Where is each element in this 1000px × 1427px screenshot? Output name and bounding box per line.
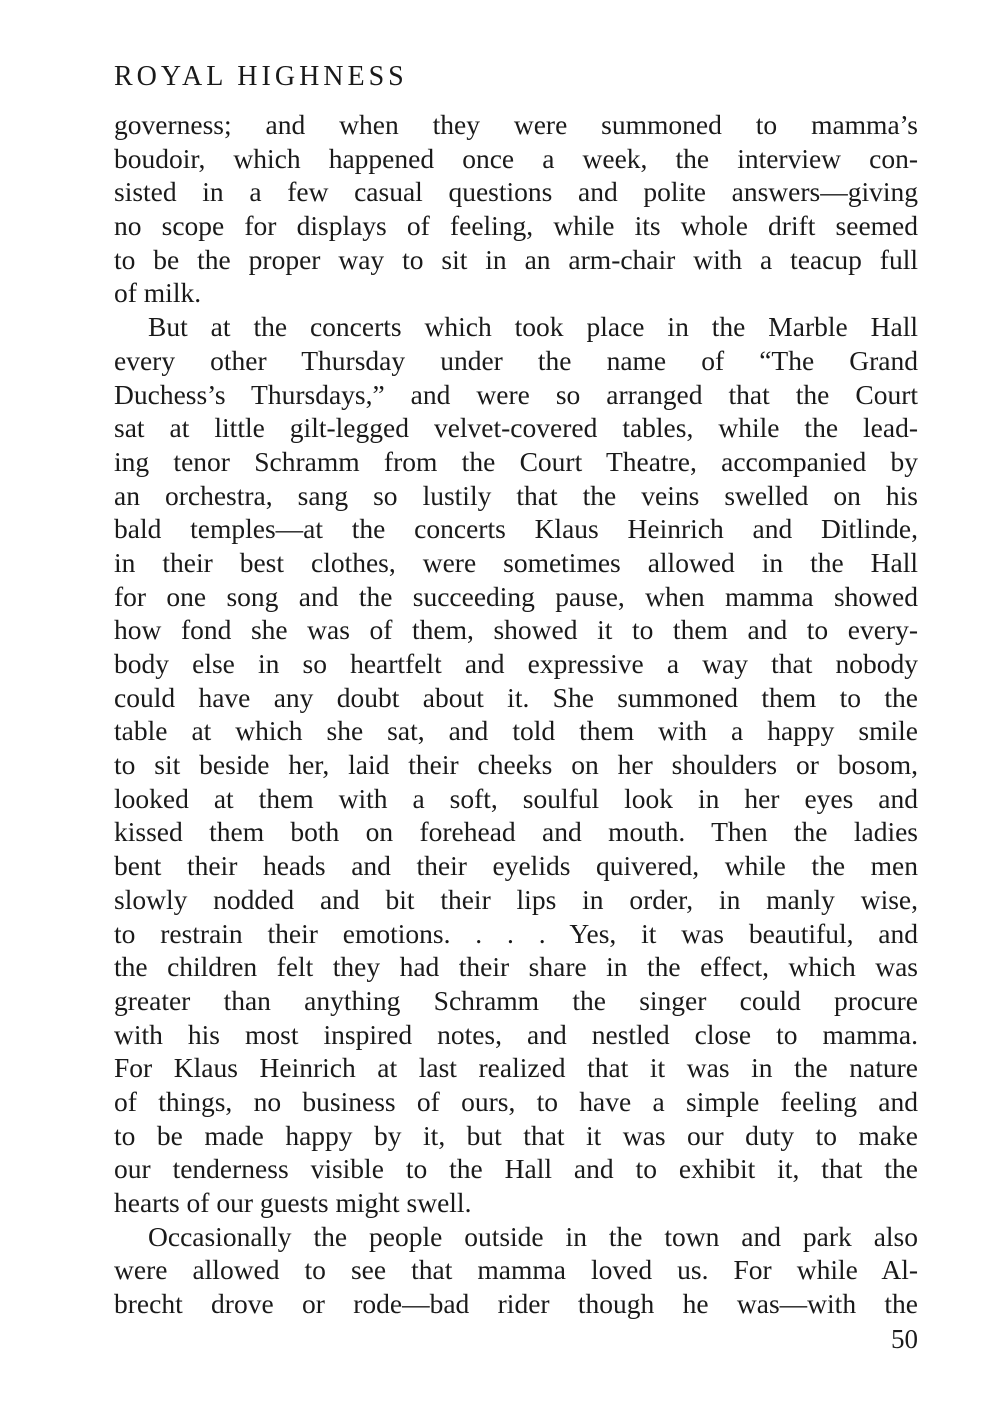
text-line: ing tenor Schramm from the Court Theatre, accompanied by: [114, 445, 918, 477]
text-line: slowly nodded and bit their lips in order, in manly wise,: [114, 883, 918, 915]
text-line: greater than anything Schramm the singer could procure: [114, 984, 918, 1016]
text-line: Duchess’s Thursdays,” and were so arranged that the Court: [114, 378, 918, 410]
text-line: in their best clothes, were sometimes allowed in the Hall: [114, 546, 918, 578]
text-line: could have any doubt about it. She summoned them to the: [114, 681, 918, 713]
text-line: boudoir, which happened once a week, the interview con-: [114, 142, 918, 174]
text-line: an orchestra, sang so lustily that the veins swelled on his: [114, 479, 918, 511]
text-line: for one song and the succeeding pause, when mamma showed: [114, 580, 918, 612]
text-line: table at which she sat, and told them with a happy smile: [114, 715, 918, 747]
text-line: to be made happy by it, but that it was our duty to make: [114, 1119, 918, 1151]
text-line: hearts of our guests might swell.: [114, 1187, 472, 1218]
text-line: were allowed to see that mamma loved us. For while Al-: [114, 1254, 918, 1286]
page-number: 50: [891, 1324, 918, 1354]
text-line: no scope for displays of feeling, while its whole drift seemed: [114, 210, 918, 242]
text-line: every other Thursday under the name of “The Grand: [114, 344, 918, 376]
paragraph-1: [114, 108, 918, 310]
text-line: For Klaus Heinrich at last realized that it was in the nature: [114, 1052, 918, 1084]
text-line: But at the concerts which took place in the Marble Hall: [148, 311, 918, 343]
running-head: ROYAL HIGHNESS: [114, 61, 408, 92]
text-line: brecht drove or rode—bad rider though he was—with the: [114, 1288, 918, 1320]
book-page: [114, 58, 918, 1321]
text-line: bent their heads and their eyelids quivered, while the men: [114, 850, 918, 882]
text-line: looked at them with a soft, soulful look in her eyes and: [114, 782, 918, 814]
text-line: to sit beside her, laid their cheeks on her shoulders or bosom,: [114, 749, 918, 781]
text-line: Occasionally the people outside in the town and park also: [148, 1220, 918, 1252]
text-line: of milk.: [114, 277, 202, 309]
paragraph-3: [114, 1220, 918, 1321]
text-line: with his most inspired notes, and nestled close to mamma.: [114, 1018, 918, 1050]
text-line: kissed them both on forehead and mouth. Then the ladies: [114, 816, 918, 848]
text-line: governess; and when they were summoned to mamma’s: [114, 109, 918, 140]
text-line: the children felt they had their share in the effect, which was: [114, 951, 918, 983]
text-line: of things, no business of ours, to have a simple feeling and: [114, 1085, 918, 1117]
text-line: how fond she was of them, showed it to them and to every-: [114, 614, 918, 646]
text-line: sisted in a few casual questions and polite answers—giving: [114, 176, 918, 208]
paragraph-2: [114, 310, 918, 1220]
text-line: to restrain their emotions. . . . Yes, it was beautiful, and: [114, 917, 918, 949]
text-line: to be the proper way to sit in an arm-chair with a teacup full: [114, 243, 918, 275]
text-line: bald temples—at the concerts Klaus Heinrich and Ditlinde,: [114, 513, 918, 545]
text-line: our tenderness visible to the Hall and to exhibit it, that the: [114, 1153, 918, 1185]
text-line: sat at little gilt-legged velvet-covered tables, while the lead-: [114, 412, 918, 444]
text-line: body else in so heartfelt and expressive a way that nobody: [114, 648, 918, 679]
